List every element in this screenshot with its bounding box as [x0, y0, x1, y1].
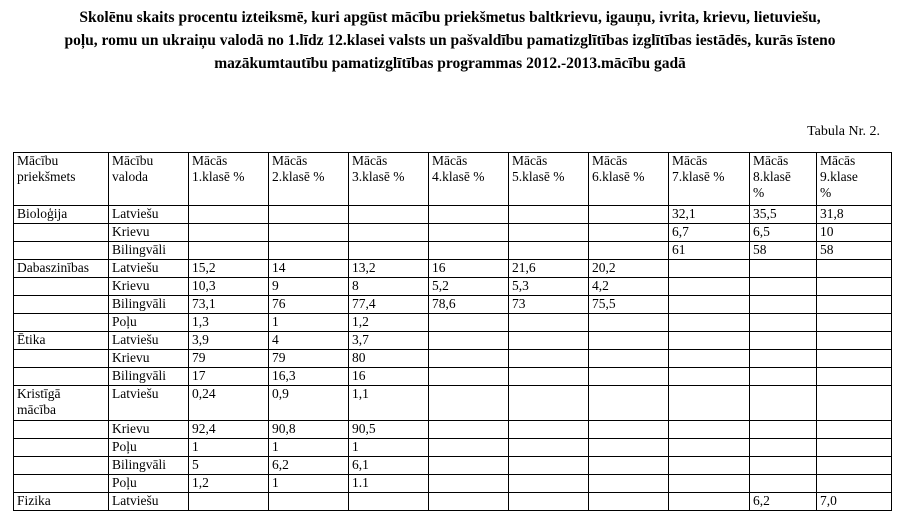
- percent-cell: [429, 350, 509, 368]
- percent-cell: [669, 296, 750, 314]
- subject-cell: [14, 206, 109, 224]
- column-header-label: Mācību priekšmets: [17, 153, 76, 184]
- language-cell: [109, 296, 189, 314]
- cell-value: Krievu: [112, 278, 150, 293]
- cell-value: Poļu: [112, 439, 137, 454]
- cell-value: 1: [192, 439, 199, 454]
- cell-value: 9: [272, 278, 279, 293]
- language-cell: [109, 439, 189, 457]
- percent-cell: [189, 224, 269, 242]
- percent-cell: [349, 206, 429, 224]
- cell-value: 92,4: [192, 421, 216, 436]
- table-number: Tabula Nr. 2.: [807, 124, 880, 139]
- cell-value: Bilingvāli: [112, 457, 166, 472]
- subject-cell: [14, 368, 109, 386]
- table-row: [14, 242, 892, 260]
- percent-cell: [269, 493, 349, 511]
- percent-cell: [750, 475, 817, 493]
- cell-value: 7,0: [820, 493, 837, 508]
- percent-cell: [817, 475, 892, 493]
- percent-cell: [817, 242, 892, 260]
- table-row: [14, 260, 892, 278]
- percent-cell: [429, 224, 509, 242]
- cell-value: 4: [272, 332, 279, 347]
- column-header-label: Mācās 3.klasē %: [352, 153, 405, 184]
- cell-value: 1,2: [352, 314, 369, 329]
- cell-value: Ētika: [17, 332, 46, 347]
- cell-value: 58: [753, 242, 767, 257]
- percent-cell: [429, 439, 509, 457]
- cell-value: Fizika: [17, 493, 51, 508]
- percent-cell: [269, 224, 349, 242]
- percent-cell: [349, 421, 429, 439]
- percent-cell: [349, 350, 429, 368]
- percent-cell: [269, 368, 349, 386]
- percent-cell: [669, 350, 750, 368]
- percent-cell: [189, 260, 269, 278]
- cell-value: 4,2: [592, 278, 609, 293]
- cell-value: 16: [432, 260, 446, 275]
- cell-value: Krievu: [112, 421, 150, 436]
- percent-cell: [817, 493, 892, 511]
- percent-cell: [189, 206, 269, 224]
- column-header: [750, 153, 817, 206]
- percent-cell: [269, 278, 349, 296]
- cell-value: 90,8: [272, 421, 296, 436]
- percent-cell: [269, 439, 349, 457]
- column-header: [669, 153, 750, 206]
- percent-cell: [189, 314, 269, 332]
- language-cell: [109, 242, 189, 260]
- percent-cell: [509, 386, 589, 421]
- percent-cell: [669, 439, 750, 457]
- table-row: [14, 296, 892, 314]
- percent-cell: [429, 386, 509, 421]
- title-line-2: poļu, romu un ukraiņu valodā no 1.līdz 12.klasei valsts un pašvaldību pamatizglītības izglītības iestādēs, kurās īsteno: [64, 32, 836, 49]
- percent-cell: [509, 332, 589, 350]
- percent-cell: [189, 386, 269, 421]
- percent-cell: [269, 386, 349, 421]
- cell-value: 5,2: [432, 278, 449, 293]
- percent-cell: [669, 224, 750, 242]
- column-header-label: Mācās 5.klasē %: [512, 153, 565, 184]
- subject-cell: [14, 296, 109, 314]
- column-header: [109, 153, 189, 206]
- cell-value: Latviešu: [112, 493, 159, 508]
- percent-cell: [429, 206, 509, 224]
- cell-value: 1,1: [352, 386, 369, 401]
- percent-cell: [669, 260, 750, 278]
- percent-cell: [509, 368, 589, 386]
- table-row: [14, 224, 892, 242]
- percent-cell: [750, 421, 817, 439]
- percent-cell: [429, 457, 509, 475]
- percent-cell: [509, 242, 589, 260]
- cell-value: 16,3: [272, 368, 296, 383]
- percent-cell: [269, 206, 349, 224]
- subject-cell: [14, 224, 109, 242]
- column-header: [817, 153, 892, 206]
- percent-cell: [349, 242, 429, 260]
- cell-value: 3,7: [352, 332, 369, 347]
- percent-cell: [349, 332, 429, 350]
- percent-cell: [750, 439, 817, 457]
- percent-cell: [589, 278, 669, 296]
- cell-value: 15,2: [192, 260, 216, 275]
- percent-cell: [189, 350, 269, 368]
- column-header-label: Mācās 4.klasē %: [432, 153, 485, 184]
- cell-value: 0,9: [272, 386, 289, 401]
- percent-cell: [750, 493, 817, 511]
- percent-cell: [509, 206, 589, 224]
- percent-cell: [189, 421, 269, 439]
- percent-cell: [669, 314, 750, 332]
- percent-cell: [669, 278, 750, 296]
- language-cell: [109, 224, 189, 242]
- percent-cell: [817, 224, 892, 242]
- column-header: [509, 153, 589, 206]
- language-cell: [109, 350, 189, 368]
- percent-cell: [817, 386, 892, 421]
- table-row: [14, 278, 892, 296]
- percent-cell: [750, 224, 817, 242]
- table-row: [14, 314, 892, 332]
- percent-cell: [269, 314, 349, 332]
- cell-value: 17: [192, 368, 206, 383]
- percent-cell: [349, 475, 429, 493]
- percent-cell: [669, 386, 750, 421]
- percent-cell: [589, 314, 669, 332]
- table-row: [14, 475, 892, 493]
- table-row: [14, 206, 892, 224]
- cell-value: Bilingvāli: [112, 368, 166, 383]
- cell-value: 6,2: [753, 493, 770, 508]
- percent-cell: [509, 224, 589, 242]
- percent-cell: [189, 278, 269, 296]
- percent-cell: [669, 242, 750, 260]
- table-row: [14, 332, 892, 350]
- column-header-label: Mācās 6.klasē %: [592, 153, 645, 184]
- column-header-label: Mācību valoda: [112, 153, 154, 184]
- percent-cell: [589, 224, 669, 242]
- percent-cell: [589, 350, 669, 368]
- cell-value: 58: [820, 242, 834, 257]
- percent-cell: [349, 278, 429, 296]
- cell-value: 73,1: [192, 296, 216, 311]
- column-header: [269, 153, 349, 206]
- percent-cell: [429, 332, 509, 350]
- subject-cell: [14, 421, 109, 439]
- percent-cell: [589, 493, 669, 511]
- table-row: [14, 421, 892, 439]
- cell-value: 6,5: [753, 224, 770, 239]
- percent-cell: [349, 296, 429, 314]
- language-cell: [109, 386, 189, 421]
- table-row: [14, 457, 892, 475]
- percent-cell: [189, 242, 269, 260]
- percent-cell: [750, 457, 817, 475]
- cell-value: Krievu: [112, 350, 150, 365]
- column-header-label: Mācās 9.klase %: [820, 153, 858, 200]
- cell-value: Latviešu: [112, 260, 159, 275]
- cell-value: 21,6: [512, 260, 536, 275]
- percent-cell: [589, 421, 669, 439]
- percent-cell: [429, 493, 509, 511]
- language-cell: [109, 457, 189, 475]
- percent-cell: [509, 278, 589, 296]
- language-cell: [109, 278, 189, 296]
- cell-value: 1: [272, 439, 279, 454]
- language-cell: [109, 260, 189, 278]
- percent-cell: [589, 332, 669, 350]
- column-header: [429, 153, 509, 206]
- cell-value: 6,7: [672, 224, 689, 239]
- cell-value: 32,1: [672, 206, 696, 221]
- percent-cell: [817, 314, 892, 332]
- subject-cell: [14, 350, 109, 368]
- cell-value: 1,3: [192, 314, 209, 329]
- percent-cell: [349, 314, 429, 332]
- percent-cell: [429, 242, 509, 260]
- percent-cell: [509, 421, 589, 439]
- cell-value: 8: [352, 278, 359, 293]
- percent-cell: [669, 475, 750, 493]
- percent-cell: [750, 278, 817, 296]
- cell-value: 5: [192, 457, 199, 472]
- column-header-label: Mācās 2.klasē %: [272, 153, 325, 184]
- subject-cell: [14, 439, 109, 457]
- subject-cell: [14, 314, 109, 332]
- cell-value: Latviešu: [112, 386, 159, 401]
- percent-cell: [429, 314, 509, 332]
- percent-cell: [349, 368, 429, 386]
- percent-cell: [750, 296, 817, 314]
- percent-cell: [509, 314, 589, 332]
- percent-cell: [589, 206, 669, 224]
- percent-cell: [429, 475, 509, 493]
- percent-cell: [669, 332, 750, 350]
- cell-value: 0,24: [192, 386, 216, 401]
- cell-value: Poļu: [112, 475, 137, 490]
- cell-value: Latviešu: [112, 206, 159, 221]
- cell-value: 3,9: [192, 332, 209, 347]
- percent-cell: [817, 457, 892, 475]
- percent-cell: [429, 368, 509, 386]
- language-cell: [109, 368, 189, 386]
- table-row: [14, 350, 892, 368]
- column-header: [14, 153, 109, 206]
- percent-cell: [349, 439, 429, 457]
- cell-value: 80: [352, 350, 366, 365]
- cell-value: 1.1: [352, 475, 369, 490]
- percent-cell: [349, 493, 429, 511]
- cell-value: 35,5: [753, 206, 777, 221]
- subject-cell: [14, 493, 109, 511]
- table-row: [14, 439, 892, 457]
- cell-value: 73: [512, 296, 526, 311]
- language-cell: [109, 314, 189, 332]
- cell-value: Krievu: [112, 224, 150, 239]
- percent-cell: [669, 493, 750, 511]
- percent-cell: [189, 475, 269, 493]
- percent-cell: [750, 386, 817, 421]
- percent-cell: [817, 421, 892, 439]
- percent-cell: [509, 296, 589, 314]
- cell-value: Bilingvāli: [112, 242, 166, 257]
- percent-cell: [189, 368, 269, 386]
- percent-cell: [509, 475, 589, 493]
- percent-cell: [189, 457, 269, 475]
- cell-value: 61: [672, 242, 686, 257]
- percent-cell: [589, 242, 669, 260]
- language-cell: [109, 332, 189, 350]
- percent-cell: [269, 457, 349, 475]
- cell-value: 14: [272, 260, 286, 275]
- percent-cell: [817, 296, 892, 314]
- language-cell: [109, 206, 189, 224]
- cell-value: 6,1: [352, 457, 369, 472]
- percent-cell: [269, 242, 349, 260]
- percent-cell: [509, 350, 589, 368]
- percent-cell: [669, 457, 750, 475]
- percent-cell: [817, 368, 892, 386]
- percent-cell: [817, 260, 892, 278]
- percent-cell: [429, 296, 509, 314]
- percent-cell: [349, 260, 429, 278]
- percent-cell: [269, 350, 349, 368]
- percent-cell: [589, 296, 669, 314]
- cell-value: 90,5: [352, 421, 376, 436]
- language-cell: [109, 421, 189, 439]
- cell-value: 78,6: [432, 296, 456, 311]
- percent-cell: [349, 457, 429, 475]
- cell-value: 79: [192, 350, 206, 365]
- cell-value: 13,2: [352, 260, 376, 275]
- subject-cell: [14, 457, 109, 475]
- column-header-label: Mācās 1.klasē %: [192, 153, 245, 184]
- percent-cell: [669, 368, 750, 386]
- subject-cell: [14, 278, 109, 296]
- percent-cell: [269, 421, 349, 439]
- percent-cell: [429, 278, 509, 296]
- cell-value: 1: [272, 475, 279, 490]
- percent-cell: [669, 421, 750, 439]
- column-header-label: Mācās 7.klasē %: [672, 153, 725, 184]
- percent-cell: [817, 278, 892, 296]
- cell-value: 77,4: [352, 296, 376, 311]
- cell-value: 10: [820, 224, 834, 239]
- cell-value: Bioloģija: [17, 206, 68, 221]
- percent-cell: [750, 206, 817, 224]
- subject-cell: [14, 475, 109, 493]
- language-cell: [109, 475, 189, 493]
- column-header-label: Mācās 8.klasē %: [753, 153, 791, 200]
- percent-cell: [509, 439, 589, 457]
- percent-cell: [750, 332, 817, 350]
- percent-cell: [589, 475, 669, 493]
- cell-value: 79: [272, 350, 286, 365]
- data-table: [13, 152, 892, 511]
- percent-cell: [750, 260, 817, 278]
- percent-cell: [817, 350, 892, 368]
- table-row: [14, 493, 892, 511]
- cell-value: 10,3: [192, 278, 216, 293]
- percent-cell: [589, 260, 669, 278]
- cell-value: 75,5: [592, 296, 616, 311]
- percent-cell: [509, 493, 589, 511]
- percent-cell: [589, 457, 669, 475]
- column-header: [349, 153, 429, 206]
- percent-cell: [750, 242, 817, 260]
- column-header: [589, 153, 669, 206]
- percent-cell: [589, 439, 669, 457]
- table-header-row: [14, 153, 892, 206]
- document-title: [0, 6, 900, 75]
- percent-cell: [750, 314, 817, 332]
- percent-cell: [750, 350, 817, 368]
- percent-cell: [349, 386, 429, 421]
- cell-value: 1: [352, 439, 359, 454]
- cell-value: Poļu: [112, 314, 137, 329]
- column-header: [189, 153, 269, 206]
- percent-cell: [669, 206, 750, 224]
- percent-cell: [429, 260, 509, 278]
- cell-value: Kristīgā mācība: [17, 386, 61, 417]
- percent-cell: [429, 421, 509, 439]
- percent-cell: [189, 332, 269, 350]
- percent-cell: [817, 332, 892, 350]
- cell-value: 76: [272, 296, 286, 311]
- percent-cell: [269, 475, 349, 493]
- percent-cell: [349, 224, 429, 242]
- cell-value: Latviešu: [112, 332, 159, 347]
- percent-cell: [269, 260, 349, 278]
- cell-value: 20,2: [592, 260, 616, 275]
- cell-value: Dabaszinības: [17, 260, 89, 275]
- percent-cell: [750, 368, 817, 386]
- cell-value: 31,8: [820, 206, 844, 221]
- title-line-1: Skolēnu skaits procentu izteiksmē, kuri apgūst mācību priekšmetus baltkrievu, igauņu, ivrita, krievu, lietuviešu,: [79, 9, 821, 26]
- subject-cell: [14, 260, 109, 278]
- table-row: [14, 368, 892, 386]
- language-cell: [109, 493, 189, 511]
- cell-value: 1: [272, 314, 279, 329]
- subject-cell: [14, 386, 109, 421]
- cell-value: 1,2: [192, 475, 209, 490]
- percent-cell: [509, 260, 589, 278]
- percent-cell: [509, 457, 589, 475]
- title-line-3: mazākumtautību pamatizglītības programmas 2012.-2013.mācību gadā: [214, 55, 686, 72]
- percent-cell: [189, 493, 269, 511]
- percent-cell: [189, 439, 269, 457]
- cell-value: 5,3: [512, 278, 529, 293]
- percent-cell: [817, 439, 892, 457]
- subject-cell: [14, 332, 109, 350]
- cell-value: 16: [352, 368, 366, 383]
- subject-cell: [14, 242, 109, 260]
- percent-cell: [589, 386, 669, 421]
- percent-cell: [269, 332, 349, 350]
- percent-cell: [269, 296, 349, 314]
- percent-cell: [189, 296, 269, 314]
- percent-cell: [589, 368, 669, 386]
- cell-value: 6,2: [272, 457, 289, 472]
- cell-value: Bilingvāli: [112, 296, 166, 311]
- percent-cell: [817, 206, 892, 224]
- table-row: [14, 386, 892, 421]
